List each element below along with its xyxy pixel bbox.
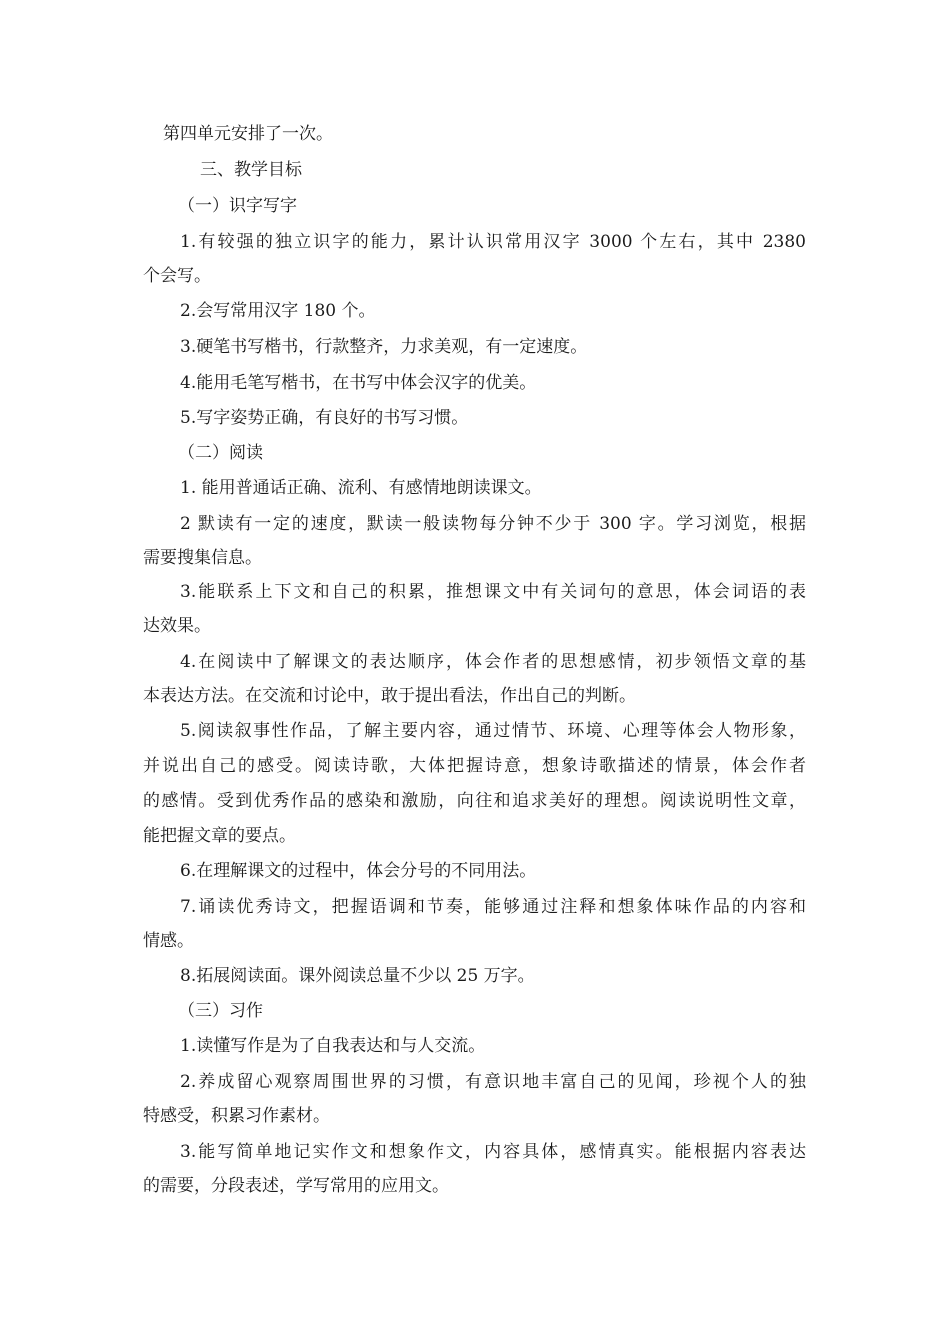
text-line: 7.诵读优秀诗文，把握语调和节奏，能够通过注释和想象体味作品的内容和 [180,897,806,917]
subsection-heading: （二）阅读 [178,443,263,463]
text-line: 需要搜集信息。 [143,548,262,568]
text-line: 情感。 [143,931,194,951]
text-line: 3.能联系上下文和自己的积累，推想课文中有关词句的意思，体会词语的表 [180,582,806,602]
text-line: 的感情。受到优秀作品的感染和激励，向往和追求美好的理想。阅读说明性文章， [143,791,806,811]
text-line: 达效果。 [143,616,211,636]
text-line: 1. 能用普通话正确、流利、有感情地朗读课文。 [180,478,542,498]
text-line: 并说出自己的感受。阅读诗歌，大体把握诗意，想象诗歌描述的情景，体会作者 [143,756,806,776]
subsection-heading: （一）识字写字 [178,196,297,216]
text-line: 6.在理解课文的过程中，体会分号的不同用法。 [180,861,537,881]
text-line: 4.能用毛笔写楷书，在书写中体会汉字的优美。 [180,373,537,393]
text-line: 2.养成留心观察周围世界的习惯，有意识地丰富自己的见闻，珍视个人的独 [180,1072,806,1092]
text-line: 第四单元安排了一次。 [163,124,333,144]
text-line: 1.有较强的独立识字的能力，累计认识常用汉字 3000 个左右，其中 2380 [180,232,806,252]
text-line: 特感受，积累习作素材。 [143,1106,330,1126]
text-line: 5.写字姿势正确，有良好的书写习惯。 [180,408,469,428]
text-line: 1.读懂写作是为了自我表达和与人交流。 [180,1036,486,1056]
text-line: 能把握文章的要点。 [143,826,296,846]
text-line: 的需要，分段表述，学写常用的应用文。 [143,1176,449,1196]
text-line: 本表达方法。在交流和讨论中，敢于提出看法，作出自己的判断。 [143,686,636,706]
text-line: 3.硬笔书写楷书，行款整齐，力求美观，有一定速度。 [180,337,588,357]
text-line: 4.在阅读中了解课文的表达顺序，体会作者的思想感情，初步领悟文章的基 [180,652,806,672]
text-line: 5.阅读叙事性作品，了解主要内容，通过情节、环境、心理等体会人物形象， [180,721,806,741]
text-line: 2.会写常用汉字 180 个。 [180,301,376,321]
text-line: 个会写。 [143,266,211,286]
text-line: 8.拓展阅读面。课外阅读总量不少以 25 万字。 [180,966,535,986]
text-line: 2 默读有一定的速度，默读一般读物每分钟不少于 300 字。学习浏览，根据 [180,514,806,534]
text-line: 3.能写简单地记实作文和想象作文，内容具体，感情真实。能根据内容表达 [180,1142,806,1162]
section-heading: 三、教学目标 [200,160,302,180]
subsection-heading: （三）习作 [178,1001,263,1021]
